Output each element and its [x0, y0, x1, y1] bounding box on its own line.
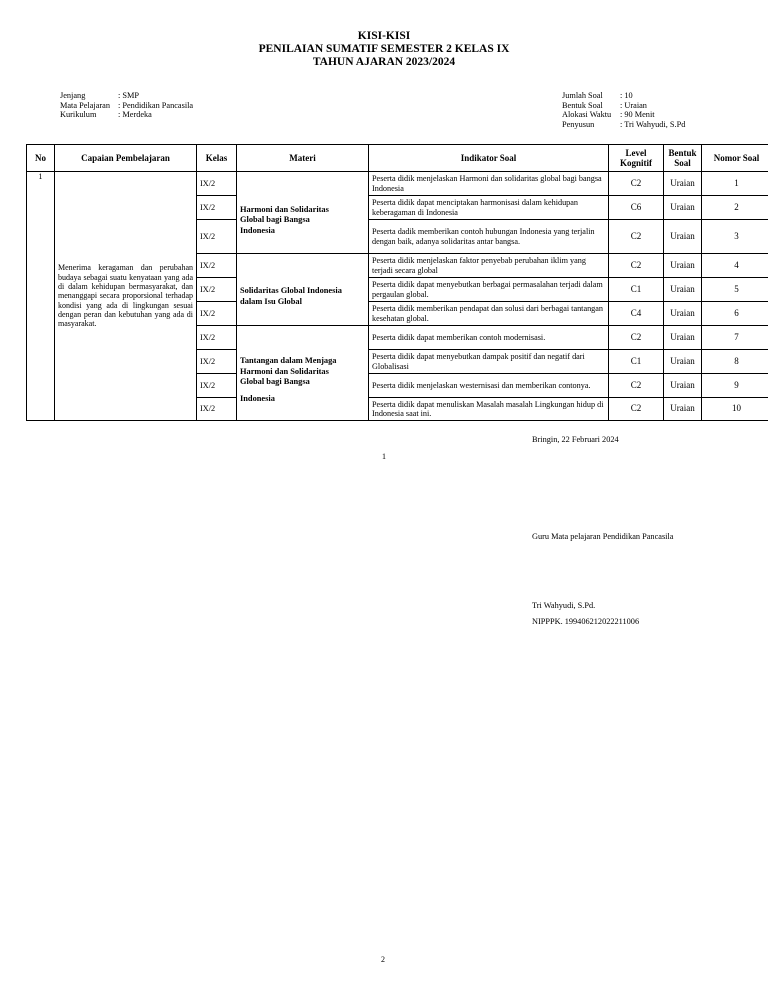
materi-line: Indonesia	[240, 393, 275, 403]
materi-cell	[237, 172, 369, 254]
page-number: 2	[381, 955, 385, 964]
nomor-cell: 6	[702, 302, 768, 326]
nomor-cell: 5	[702, 278, 768, 302]
level-cell: C2	[609, 220, 664, 254]
signature-place-date: Bringin, 22 Februari 2024	[532, 435, 619, 444]
kelas-cell: IX/2	[197, 350, 237, 374]
bentuk-cell: Uraian	[664, 254, 702, 278]
bentuk-cell: Uraian	[664, 374, 702, 398]
indikator-cell: Peserta didik dapat menyebutkan berbagai permasalahan terjadi dalam pergaulan global.	[369, 278, 609, 302]
info-row-kurikulum	[60, 110, 193, 120]
level-cell: C2	[609, 398, 664, 421]
info-key: Jumlah Soal	[562, 91, 603, 100]
bentuk-cell: Uraian	[664, 278, 702, 302]
info-value: : Uraian	[620, 100, 647, 110]
nomor-cell: 7	[702, 326, 768, 350]
table-row	[27, 172, 768, 196]
info-value: : SMP	[118, 91, 139, 100]
level-cell: C4	[609, 302, 664, 326]
materi-cell	[237, 326, 369, 421]
header-bentuk: Bentuk Soal	[664, 145, 702, 172]
row-number: 1	[27, 172, 55, 421]
indikator-cell: Peserta dadik memberikan contoh hubungan Indonesia yang terjalin dengan baik, adanya solidaritas antar bangsa.	[369, 220, 609, 254]
header-kelas: Kelas	[197, 145, 237, 172]
bentuk-cell: Uraian	[664, 220, 702, 254]
indikator-cell: Peserta didik dapat memberikan contoh modernisasi.	[369, 326, 609, 350]
nomor-cell: 4	[702, 254, 768, 278]
header-capaian: Capaian Pembelajaran	[55, 145, 197, 172]
signature-name: Tri Wahyudi, S.Pd.	[532, 601, 596, 610]
info-left	[60, 91, 193, 120]
kelas-cell: IX/2	[197, 398, 237, 421]
kelas-cell: IX/2	[197, 326, 237, 350]
kelas-cell: IX/2	[197, 278, 237, 302]
level-cell: C1	[609, 350, 664, 374]
header-level: Level Kognitif	[609, 145, 664, 172]
info-value: : Tri Wahyudi, S.Pd	[620, 119, 686, 129]
header-materi: Materi	[237, 145, 369, 172]
header-nomor: Nomor Soal	[702, 145, 768, 172]
materi-line: Indonesia	[240, 225, 275, 235]
info-key: Jenjang	[60, 91, 86, 100]
info-key: Mata Pelajaran	[60, 100, 110, 110]
info-row-jumlah	[562, 91, 685, 101]
kelas-cell: IX/2	[197, 220, 237, 254]
materi-cell	[237, 254, 369, 326]
bentuk-cell: Uraian	[664, 302, 702, 326]
nomor-cell: 10	[702, 398, 768, 421]
level-cell: C6	[609, 196, 664, 220]
info-value: : Pendidikan Pancasila	[118, 100, 194, 110]
info-row-alokasi	[562, 110, 685, 120]
header-indikator: Indikator Soal	[369, 145, 609, 172]
doc-year: TAHUN AJARAN 2023/2024	[312, 56, 456, 68]
nomor-cell: 8	[702, 350, 768, 374]
nomor-cell: 9	[702, 374, 768, 398]
kelas-cell: IX/2	[197, 172, 237, 196]
page-number: 1	[382, 452, 386, 461]
nomor-cell: 3	[702, 220, 768, 254]
indikator-cell: Peserta didik dapat menyebutkan dampak positif dan negatif dari Globalisasi	[369, 350, 609, 374]
materi-line: Global bagi Bangsa	[240, 215, 310, 225]
materi-line: Harmoni dan Solidaritas	[240, 204, 329, 214]
bentuk-cell: Uraian	[664, 326, 702, 350]
materi-line: dalam Isu Global	[240, 296, 302, 306]
info-row-mapel	[60, 101, 193, 111]
level-cell: C2	[609, 326, 664, 350]
kelas-cell: IX/2	[197, 302, 237, 326]
info-value: : 90 Menit	[620, 110, 655, 120]
indikator-cell: Peserta didik menjelaskan faktor penyebab perubahan iklim yang terjadi secara global	[369, 254, 609, 278]
bentuk-cell: Uraian	[664, 172, 702, 196]
info-key: Kurikulum	[60, 110, 97, 120]
info-value: : 10	[620, 91, 633, 100]
info-value: : Merdeka	[118, 110, 152, 120]
indikator-cell: Peserta didik memberikan pendapat dan solusi dari berbagai tantangan kesehatan global.	[369, 302, 609, 326]
kelas-cell: IX/2	[197, 374, 237, 398]
kelas-cell: IX/2	[197, 254, 237, 278]
bentuk-cell: Uraian	[664, 196, 702, 220]
level-cell: C2	[609, 172, 664, 196]
signature-role: Guru Mata pelajaran Pendidikan Pancasila	[532, 532, 674, 541]
indikator-cell: Peserta didik menjelaskan Harmoni dan solidaritas global bagi bangsa Indonesia	[369, 172, 609, 196]
doc-subtitle: PENILAIAN SUMATIF SEMESTER 2 KELAS IX	[258, 43, 510, 55]
capaian-pembelajaran: Menerima keragaman dan perubahan budaya sebagai suatu kenyataan yang ada di dalam kehidupan bermasyarakat, dan menanggapi secara proporsional terhadap kondisi yang ada di lingkungan sesuai dengan peran dan kebutuhan yang ada di masyarakat.	[55, 172, 197, 421]
indikator-cell: Peserta didik dapat menciptakan harmonisasi dalam kehidupan keberagaman di Indonesia	[369, 196, 609, 220]
indikator-cell: Peserta didik menjelaskan westernisasi dan memberikan contonya.	[369, 374, 609, 398]
level-cell: C2	[609, 374, 664, 398]
nomor-cell: 1	[702, 172, 768, 196]
table-header-row	[27, 145, 768, 172]
level-cell: C1	[609, 278, 664, 302]
materi-line: Global bagi Bangsa	[240, 377, 310, 386]
materi-line: Harmoni dan Solidaritas	[240, 366, 329, 376]
signature-nip: NIPPPK. 199406212022211006	[532, 617, 640, 626]
bentuk-cell: Uraian	[664, 350, 702, 374]
info-key: Bentuk Soal	[562, 100, 603, 110]
info-key: Alokasi Waktu	[562, 110, 612, 120]
info-right	[562, 91, 685, 129]
info-row-bentuk	[562, 101, 685, 111]
bentuk-cell: Uraian	[664, 398, 702, 421]
kelas-cell: IX/2	[197, 196, 237, 220]
materi-line: Solidaritas Global Indonesia	[240, 286, 342, 295]
info-key: Penyusun	[562, 119, 595, 129]
indikator-cell: Peserta didik dapat menuliskan Masalah masalah Lingkungan hidup di Indonesia saat ini.	[369, 398, 609, 421]
kisi-kisi-table	[26, 144, 768, 421]
header-no: No	[27, 145, 55, 172]
materi-line: Tantangan dalam Menjaga	[240, 356, 337, 365]
nomor-cell: 2	[702, 196, 768, 220]
doc-title: KISI-KISI	[357, 30, 411, 42]
info-row-jenjang	[60, 91, 193, 101]
level-cell: C2	[609, 254, 664, 278]
info-row-penyusun	[562, 120, 685, 130]
